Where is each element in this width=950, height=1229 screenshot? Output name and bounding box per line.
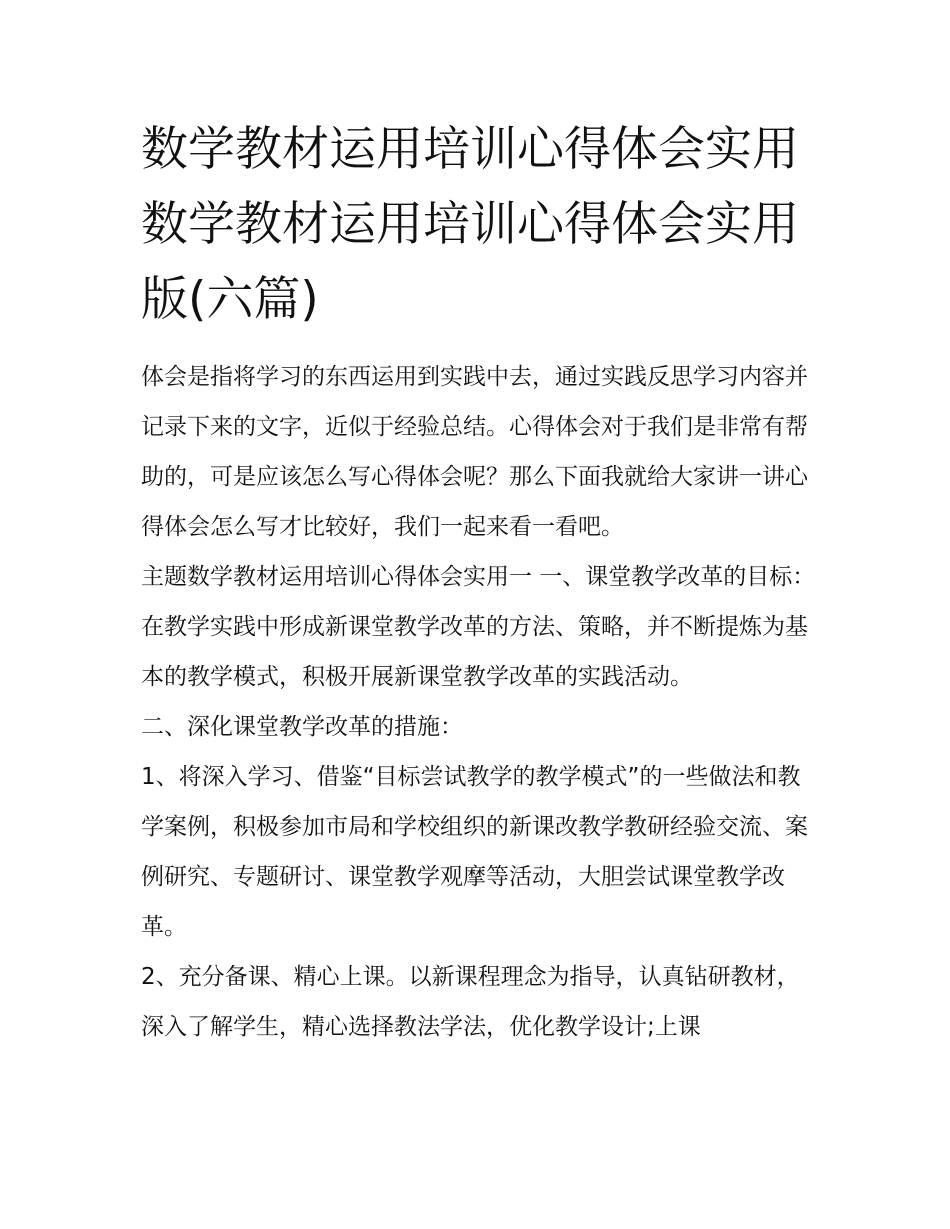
paragraph-measure-2: 2、充分备课、精心上课。以新课程理念为指导，认真钻研教材，深入了解学生，精心选择教法学法，优化教学设计;上课 bbox=[141, 964, 800, 1040]
paragraph-goal: 在教学实践中形成新课堂教学改革的方法、策略，并不断提炼为基本的教学模式，积极开展新课堂教学改革的实践活动。 bbox=[141, 614, 808, 690]
paragraph-intro: 体会是指将学习的东西运用到实践中去，通过实践反思学习内容并记录下来的文字，近似于经验总结。心得体会对于我们是非常有帮助的，可是应该怎么写心得体会呢？那么下面我就给大家讲一讲心得体会怎么写才比较好，我们一起来看一看吧。 bbox=[141, 364, 808, 540]
paragraph-topic: 主题数学教材运用培训心得体会实用一 一、课堂教学改革的目标： bbox=[141, 564, 816, 590]
paragraph-measure-1: 1、将深入学习、借鉴“目标尝试教学的教学模式”的一些做法和教学案例，积极参加市局和学校组织的新课改教学教研经验交流、案例研究、专题研讨、课堂教学观摩等活动，大胆尝试课堂教学改革。 bbox=[141, 764, 808, 940]
document-title: 数学教材运用培训心得体会实用 数学教材运用培训心得体会实用版(六篇) bbox=[141, 122, 799, 327]
document-body bbox=[141, 352, 821, 1052]
document-content bbox=[141, 112, 821, 1052]
paragraph-measures-heading: 二、深化课堂教学改革的措施： bbox=[141, 714, 463, 740]
